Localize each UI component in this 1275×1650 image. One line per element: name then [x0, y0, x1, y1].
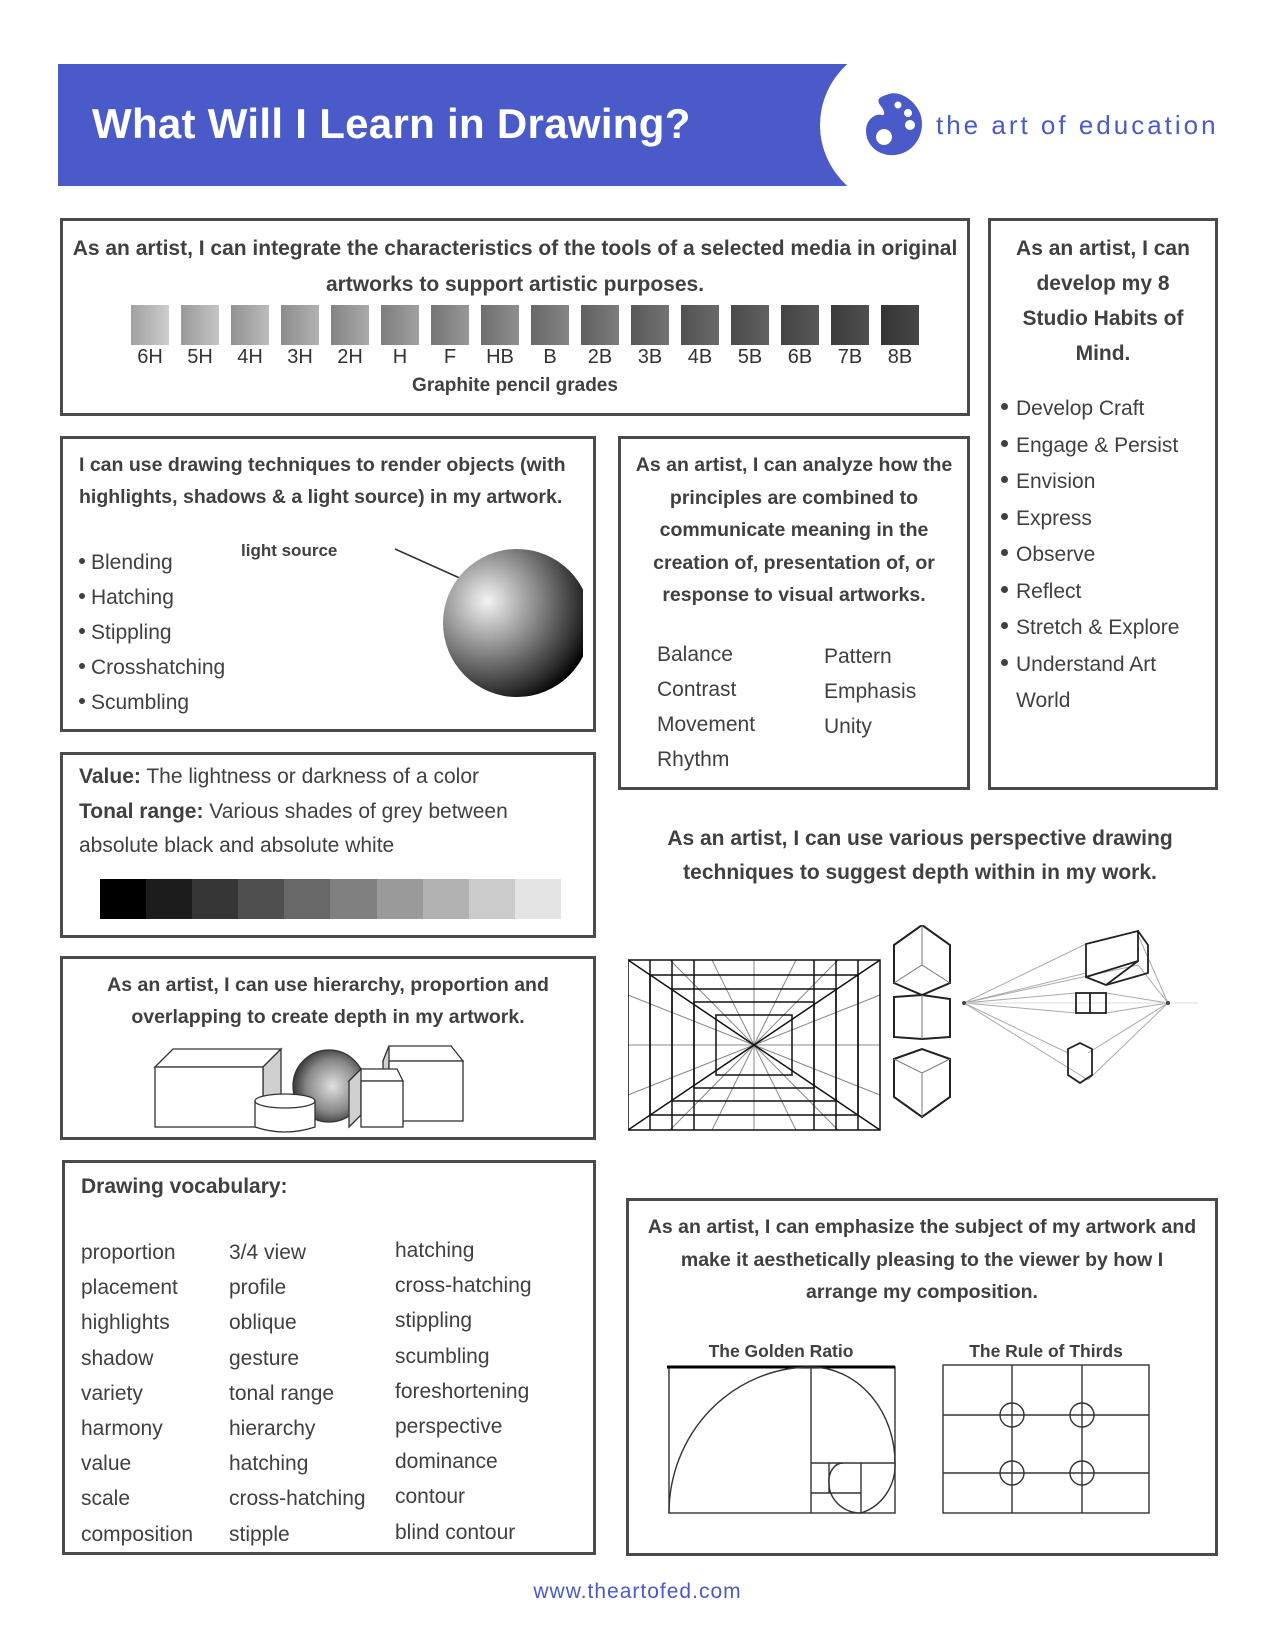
- bullet-icon: [1001, 586, 1008, 593]
- vocabulary-term: hatching: [229, 1452, 309, 1476]
- pencil-swatch: [531, 305, 569, 345]
- vocabulary-column-3: [395, 1233, 532, 1550]
- bullet-icon: [1001, 513, 1008, 520]
- vocabulary-title: Drawing vocabulary:: [81, 1175, 288, 1198]
- vocabulary-column-2: [229, 1235, 366, 1552]
- list-item: Reflect: [999, 574, 1179, 611]
- composition-diagrams: [667, 1363, 1207, 1533]
- vocabulary-term: dominance: [395, 1450, 498, 1474]
- vocabulary-term: 3/4 view: [229, 1241, 307, 1264]
- value-swatch: [469, 879, 515, 919]
- pencil-grade-label: 6H: [137, 346, 163, 368]
- value-swatch: [146, 879, 192, 919]
- list-item: Develop Craft: [999, 391, 1179, 428]
- vocabulary-column-1: [81, 1235, 193, 1552]
- bullet-icon: [1001, 440, 1008, 447]
- bullet-icon: [1001, 403, 1008, 410]
- box-icon: [1068, 1043, 1092, 1083]
- vocabulary-term: shadow: [81, 1346, 154, 1370]
- pencil-grade-label: H: [392, 346, 408, 368]
- value-swatch: [284, 879, 330, 919]
- pencil-grade-label: 4B: [687, 346, 713, 368]
- value-swatch: [238, 879, 284, 919]
- vocabulary-term: gesture: [229, 1346, 300, 1370]
- pencil-swatch: [731, 305, 769, 345]
- list-item: Envision: [999, 464, 1179, 501]
- list-item: Express: [999, 501, 1179, 538]
- pencil-grade-label: 2H: [337, 346, 363, 368]
- list-item: Rhythm: [657, 748, 730, 771]
- pencil-swatch: [481, 305, 519, 345]
- rule-of-thirds-diagram: [943, 1365, 1149, 1513]
- pencil-swatch: [631, 305, 669, 345]
- vocabulary-term: hatching: [395, 1239, 475, 1262]
- box-front: [155, 1067, 263, 1127]
- bullet-icon: [79, 698, 85, 704]
- vocabulary-term: cross-hatching: [229, 1487, 366, 1511]
- pencil-grade-label: 5H: [187, 346, 213, 368]
- vocabulary-term: variety: [81, 1381, 143, 1405]
- bullet-icon: [1001, 659, 1008, 666]
- hierarchy-statement: As an artist, I can use hierarchy, proportion and overlapping to create depth in my artwork.: [107, 974, 549, 1028]
- pencil-swatch: [281, 305, 319, 345]
- bullet-icon: [1001, 622, 1008, 629]
- pencil-grade-label: 3B: [637, 346, 663, 368]
- list-item: Crosshatching: [79, 650, 225, 685]
- cube-views: [894, 925, 950, 1117]
- vocabulary-term: cross-hatching: [395, 1274, 532, 1298]
- vocabulary-term: profile: [229, 1276, 287, 1300]
- golden-ratio-diagram: [667, 1367, 895, 1513]
- golden-ratio-label: The Golden Ratio: [708, 1341, 854, 1361]
- value-swatch: [100, 879, 146, 919]
- media-standard-box: [60, 218, 970, 416]
- box-top: [155, 1049, 281, 1067]
- vocabulary-term: tonal range: [229, 1381, 335, 1405]
- pencil-swatch: [331, 305, 369, 345]
- bullet-icon: [1001, 549, 1008, 556]
- list-item: Hatching: [79, 580, 225, 615]
- bullet-icon: [1001, 476, 1008, 483]
- studio-habits-box: [988, 218, 1218, 790]
- pencil-swatch: [381, 305, 419, 345]
- bullet-icon: [79, 628, 85, 634]
- list-item: Movement: [657, 713, 756, 736]
- vocabulary-term: harmony: [81, 1417, 163, 1441]
- perspective-illustrations: [628, 925, 1228, 1165]
- media-statement: As an artist, I can integrate the characteristics of the tools of a selected media in original artworks to support artistic purposes.: [72, 237, 958, 296]
- value-swatch: [330, 879, 376, 919]
- one-point-perspective-grid: [628, 960, 880, 1130]
- light-source-label: light source: [241, 541, 338, 560]
- list-item: Scumbling: [79, 685, 225, 720]
- overlapping-shapes-illustration: [153, 1041, 483, 1133]
- principles-column-1: [657, 637, 755, 777]
- pencil-swatch: [881, 305, 919, 345]
- vocabulary-term: foreshortening: [395, 1379, 530, 1403]
- value-scale: [100, 879, 561, 919]
- box-icon: [1086, 931, 1138, 977]
- value-swatch: [377, 879, 423, 919]
- pencil-grade-caption: Graphite pencil grades: [412, 375, 618, 396]
- vocabulary-term: proportion: [81, 1241, 176, 1264]
- sphere-icon: [443, 549, 583, 697]
- hierarchy-box: [60, 956, 596, 1140]
- pencil-grade-label: 7B: [837, 346, 863, 368]
- list-item: Pattern: [824, 645, 892, 668]
- vocabulary-term: value: [81, 1452, 132, 1476]
- box-front: [361, 1081, 403, 1127]
- value-definition: Value: The lightness or darkness of a color: [79, 765, 479, 788]
- list-item: Unity: [824, 715, 872, 738]
- pencil-swatch: [831, 305, 869, 345]
- pencil-swatch: [581, 305, 619, 345]
- composition-statement: As an artist, I can emphasize the subject of my artwork and make it aesthetically pleasing to the viewer by how I arrange my composition.: [647, 1216, 1197, 1303]
- rule-of-thirds-label: The Rule of Thirds: [969, 1341, 1123, 1361]
- pencil-grade-label: 3H: [287, 346, 313, 368]
- vocabulary-term: highlights: [81, 1311, 170, 1335]
- principles-statement: As an artist, I can analyze how the principles are combined to communicate meaning in the creation of, presentation of, or response to visual artworks.: [635, 454, 953, 606]
- vocabulary-term: contour: [395, 1485, 466, 1509]
- tonal-range-definition-cont: absolute black and absolute white: [79, 834, 395, 857]
- list-item: Engage & Persist: [999, 428, 1179, 465]
- pencil-swatches: [125, 305, 925, 345]
- pencil-swatch: [231, 305, 269, 345]
- palette-logo-icon: [864, 91, 924, 157]
- bullet-icon: [79, 558, 85, 564]
- habits-statement: As an artist, I can develop my 8 Studio Habits of Mind.: [1016, 237, 1190, 365]
- vocabulary-term: oblique: [229, 1311, 297, 1335]
- pencil-grade-label: 6B: [787, 346, 813, 368]
- list-item-continuation: World: [1016, 689, 1071, 712]
- pencil-grade-label: 4H: [237, 346, 263, 368]
- vocabulary-term: perspective: [395, 1415, 503, 1439]
- vocabulary-box: [62, 1160, 596, 1555]
- pencil-grade-label: HB: [486, 346, 514, 368]
- shaded-sphere-illustration: [333, 543, 583, 728]
- principles-column-2: [824, 639, 916, 744]
- two-point-perspective: [962, 931, 1198, 1083]
- vocabulary-term: placement: [81, 1276, 178, 1300]
- principles-box: [618, 436, 970, 790]
- list-item: Understand Art: [999, 647, 1179, 684]
- footer-url-link[interactable]: www.theartofed.com: [533, 1580, 742, 1603]
- pencil-swatch: [781, 305, 819, 345]
- pencil-grade-label: B: [543, 346, 557, 368]
- pencil-swatch: [131, 305, 169, 345]
- list-item: Balance: [657, 643, 733, 666]
- vocabulary-term: scumbling: [395, 1344, 490, 1368]
- pencil-swatch: [181, 305, 219, 345]
- cylinder-top: [255, 1094, 315, 1108]
- pencil-grade-labels: [125, 346, 925, 372]
- value-swatch: [515, 879, 561, 919]
- vocabulary-term: composition: [81, 1522, 194, 1546]
- techniques-box: [60, 436, 596, 732]
- vocabulary-term: stipple: [229, 1522, 290, 1546]
- value-swatch: [192, 879, 238, 919]
- pencil-swatch: [431, 305, 469, 345]
- brand-name: the art of education: [936, 110, 1219, 140]
- perspective-statement: As an artist, I can use various perspective drawing techniques to suggest depth within in my work.: [667, 827, 1173, 884]
- bullet-icon: [79, 593, 85, 599]
- pencil-grade-label: 8B: [887, 346, 913, 368]
- pencil-grade-label: 2B: [587, 346, 613, 368]
- composition-box: [626, 1198, 1218, 1556]
- vocabulary-term: scale: [81, 1487, 131, 1511]
- list-item: Observe: [999, 537, 1179, 574]
- value-box: [60, 752, 596, 938]
- vocabulary-term: stippling: [395, 1309, 473, 1333]
- list-item: Emphasis: [824, 680, 917, 703]
- page-title: What Will I Learn in Drawing?: [92, 100, 691, 147]
- vocabulary-term: blind contour: [395, 1520, 516, 1544]
- box-top: [383, 1046, 463, 1061]
- bullet-icon: [79, 663, 85, 669]
- pencil-grade-label: 5B: [737, 346, 763, 368]
- value-swatch: [423, 879, 469, 919]
- techniques-statement: I can use drawing techniques to render objects (with highlights, shadows & a light source) in my artwork.: [79, 454, 566, 508]
- tonal-range-definition: Tonal range: Various shades of grey between: [79, 800, 508, 823]
- pencil-grade-label: F: [443, 346, 457, 368]
- list-item: Stippling: [79, 615, 225, 650]
- techniques-list: [79, 545, 225, 720]
- vocabulary-term: hierarchy: [229, 1417, 316, 1441]
- habits-list: [999, 391, 1179, 720]
- list-item: Blending: [79, 545, 225, 580]
- pencil-swatch: [681, 305, 719, 345]
- list-item: Contrast: [657, 678, 737, 701]
- list-item: Stretch & Explore: [999, 610, 1179, 647]
